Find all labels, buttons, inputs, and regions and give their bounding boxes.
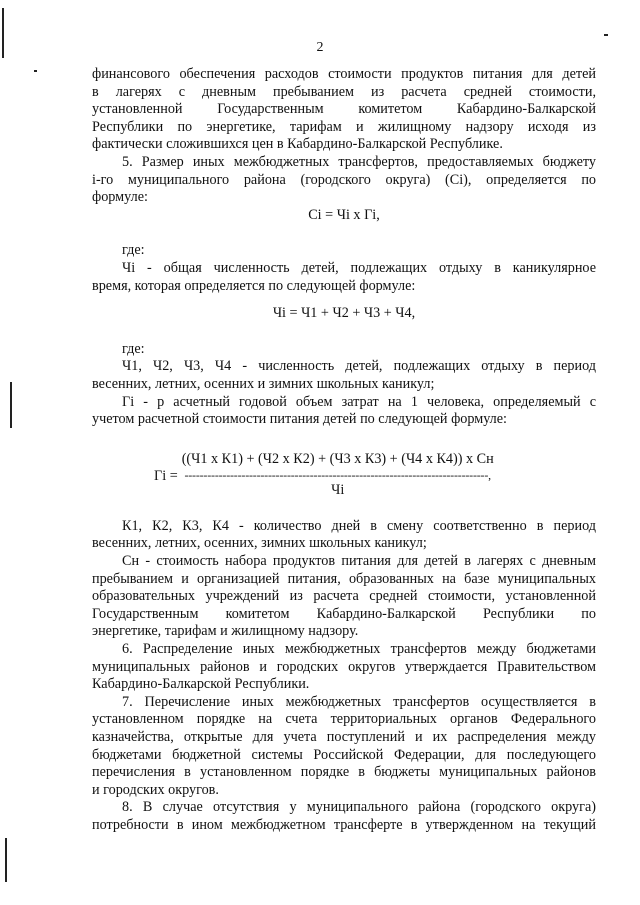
formula-chi: Чi = Ч1 + Ч2 + Ч3 + Ч4, — [272, 305, 416, 322]
scan-edge-mark — [5, 838, 7, 882]
clause-6-line: 6. Распределение иных межбюджетных трансфертов между бюджетами — [122, 641, 596, 658]
page-number: 2 — [316, 40, 324, 55]
clause-5-line: формуле: — [92, 189, 148, 206]
clause-7-line: перечисления в установленном порядке в бюджеты муниципальных районов — [92, 764, 596, 781]
formula-gi-fraction-bar: --------------------------------------------------------------------------------, — [184, 468, 491, 483]
formula-gi-lhs: Гi = — [154, 468, 178, 485]
clause-8-line: потребности в ином межбюджетном трансферте в утвержденном на текущий — [92, 816, 596, 833]
text-line: финансового обеспечения расходов стоимости продуктов питания для детей — [92, 66, 596, 82]
formula-gi — [154, 451, 596, 500]
clause-7-line: установленном порядке на счета территориальных органов Федерального — [92, 711, 596, 728]
text-line: в лагерях с дневным пребыванием из расчета средней стоимости, — [92, 83, 596, 100]
sn-definition-line: Сн - стоимость набора продуктов питания для детей в лагерях с дневным — [122, 553, 596, 570]
scan-edge-mark — [10, 382, 12, 428]
ch-definition-line: весенних, летних, осенних и зимних школьных каникул; — [92, 375, 435, 392]
sn-definition-line: Государственным комитетом Кабардино-Балкарской Республики по — [92, 605, 596, 622]
scan-dot — [604, 34, 608, 36]
formula-ci: Ci = Чi x Гi, — [308, 206, 380, 223]
document-body — [92, 66, 596, 835]
clause-6-line: муниципальных районов и городских округов утверждается Правительством — [92, 658, 596, 675]
clause-7-line: и городских округов. — [92, 781, 219, 798]
k-definition-line: К1, К2, К3, К4 - количество дней в смену соответственно в период — [122, 517, 596, 534]
chi-definition-line: время, которая определяется по следующей формуле: — [92, 277, 416, 294]
formula-gi-numerator: ((Ч1 x К1) + (Ч2 x К2) + (Ч3 x К3) + (Ч4 x К4)) x Сн — [181, 450, 494, 467]
text-line: фактически сложившихся цен в Кабардино-Балкарской Республике. — [92, 136, 503, 153]
gi-definition-line: учетом расчетной стоимости питания детей по следующей формуле: — [92, 411, 507, 428]
gi-definition-line: Гi - р асчетный годовой объем затрат на 1 человека, определяемый с — [122, 393, 596, 410]
ch-definition-line: Ч1, Ч2, Ч3, Ч4 - численность детей, подлежащих отдыху в период — [122, 358, 596, 375]
sn-definition-line: образовательных учреждений из расчета средней стоимости, установленной — [92, 588, 596, 605]
clause-5-line: 5. Размер иных межбюджетных трансфертов, предоставляемых бюджету — [122, 153, 596, 170]
chi-definition-line: Чi - общая численность детей, подлежащих отдыху в каникулярное — [122, 259, 596, 276]
scan-dot — [34, 70, 37, 72]
text-line: Республики по энергетике, тарифам и жилищному надзору исходя из — [92, 118, 596, 135]
clause-7-line: 7. Перечисление иных межбюджетных трансфертов осуществляется в — [122, 693, 596, 710]
clause-7-line: казначейства, открытые для учета поступлений и их распределения между — [92, 729, 596, 745]
formula-gi-denominator: Чi — [331, 482, 345, 499]
k-definition-line: весенних, летних, осенних, зимних школьных каникул; — [92, 535, 427, 552]
sn-definition-line: пребыванием и организацией питания, образованных на базе муниципальных — [92, 570, 596, 587]
where-label: где: — [122, 242, 145, 259]
where-label: где: — [122, 340, 145, 357]
clause-6-line: Кабардино-Балкарской Республики. — [92, 676, 310, 693]
clause-8-line: 8. В случае отсутствия у муниципального района (городского округа) — [122, 799, 596, 816]
text-line: установленной Государственным комитетом Кабардино-Балкарской — [92, 101, 596, 118]
clause-7-line: бюджетами бюджетной системы Российской Федерации, для последующего — [92, 746, 596, 763]
sn-definition-line: энергетике, тарифам и жилищному надзору. — [92, 623, 359, 640]
clause-5-line: i-го муниципального района (городского округа) (Ci), определяется по — [92, 171, 596, 188]
